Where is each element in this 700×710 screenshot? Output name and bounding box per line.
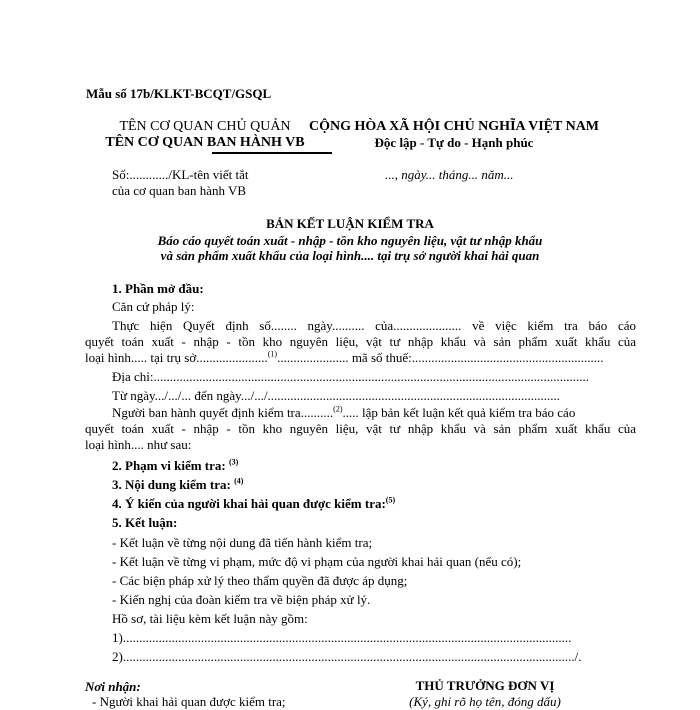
document-subtitle-line1: Báo cáo quyết toán xuất - nhập - tồn kho nguyên liệu, vật tư nhập khẩu [157, 233, 543, 248]
paragraph2-line3: loại hình.... như sau: [85, 437, 192, 452]
attachments-label: Hồ sơ, tài liệu kèm kết luận này gồm: [112, 611, 308, 626]
paragraph2-line2: quyết toán xuất - nhập - tồn kho nguyên liệu, vật tư nhập khẩu và sản phẩm xuất khẩu của [85, 421, 636, 436]
conclusion-item: - Kiến nghị của đoàn kiểm tra về biện pháp xử lý. [112, 592, 371, 607]
document-title: BẢN KẾT LUẬN KIỂM TRA [266, 216, 434, 231]
signer-title: THỦ TRƯỞNG ĐƠN VỊ [415, 678, 555, 693]
agency-underline [212, 152, 332, 154]
agency-issuing-name: TÊN CƠ QUAN BAN HÀNH VB [105, 135, 305, 150]
paragraph1-line1: Thực hiện Quyết định số........ ngày.......... của..................... về việc kiểm tra báo cáo [112, 318, 636, 333]
paragraph2-line1-start: Người ban hành quyết định kiểm tra.......... [112, 405, 334, 420]
signer-note: (Ký, ghi rõ họ tên, đóng dấu) [409, 694, 561, 709]
section3-heading [112, 477, 243, 493]
section5-heading: 5. Kết luận: [112, 515, 178, 530]
paragraph1-line3 [85, 350, 604, 366]
paragraph2-line1 [112, 405, 575, 421]
document-subtitle-line2: và sản phẩm xuất khẩu của loại hình.... tại trụ sở người khai hải quan [160, 248, 540, 263]
recipients-label: Nơi nhận: [85, 679, 141, 694]
section3-heading-text: 3. Nội dung kiểm tra: [112, 477, 231, 492]
date-range-line: Từ ngày.../.../... đến ngày.../.../.......................................................................................... [112, 388, 561, 403]
conclusion-item: - Các biện pháp xử lý theo thẩm quyền đã được áp dụng; [112, 573, 408, 588]
national-title: CỘNG HÒA XÃ HỘI CHỦ NGHĨA VIỆT NAM [309, 119, 600, 134]
attachment-line-2: 2).........................................................................................................................................../. [112, 649, 582, 664]
recipient-item: - Người khai hải quan được kiểm tra; [92, 694, 286, 709]
paragraph1-line2: quyết toán xuất - nhập - tồn kho nguyên liệu, vật tư nhập khẩu và sản phẩm xuất khẩu của [85, 334, 636, 349]
document-number: Số:............/KL-tên viết tắt [112, 167, 249, 182]
section2-heading-text: 2. Phạm vi kiểm tra: [112, 458, 226, 473]
national-motto: Độc lập - Tự do - Hạnh phúc [374, 135, 534, 150]
footnote-ref-1: (1) [267, 349, 278, 359]
document-number-note: của cơ quan ban hành VB [112, 183, 247, 198]
footnote-ref-4: (4) [234, 476, 244, 486]
section2-heading [112, 458, 238, 474]
address-line: Địa chỉ:...................................................................................................................................... [112, 369, 590, 384]
legal-basis-label: Căn cứ pháp lý: [112, 299, 195, 314]
paragraph1-line3-end: ...................... mã số thuế:........................................................... [277, 350, 604, 365]
form-code: Mẫu số 17b/KLKT-BCQT/GSQL [86, 86, 272, 101]
paragraph1-line3-start: loại hình..... tại trụ sở...................... [85, 350, 268, 365]
section4-heading-text: 4. Ý kiến của người khai hải quan được kiểm tra: [112, 496, 386, 511]
section1-heading: 1. Phần mở đầu: [112, 281, 204, 296]
footnote-ref-2: (2) [333, 404, 343, 414]
conclusion-item: - Kết luận về từng vi phạm, mức độ vi phạm của người khai hải quan (nếu có); [112, 554, 522, 569]
attachment-line-1: 1).......................................................................................................................................... [112, 630, 572, 645]
conclusion-item: - Kết luận về từng nội dung đã tiến hành kiểm tra; [112, 535, 373, 550]
agency-parent-name: TÊN CƠ QUAN CHỦ QUẢN [119, 119, 291, 134]
footnote-ref-3: (3) [228, 457, 239, 467]
document-date: ..., ngày... tháng... năm... [385, 167, 514, 182]
section4-heading [112, 496, 395, 512]
paragraph2-line1-end: ..... lập bản kết luận kết quả kiểm tra báo cáo [342, 405, 576, 420]
footnote-ref-5: (5) [385, 495, 396, 505]
